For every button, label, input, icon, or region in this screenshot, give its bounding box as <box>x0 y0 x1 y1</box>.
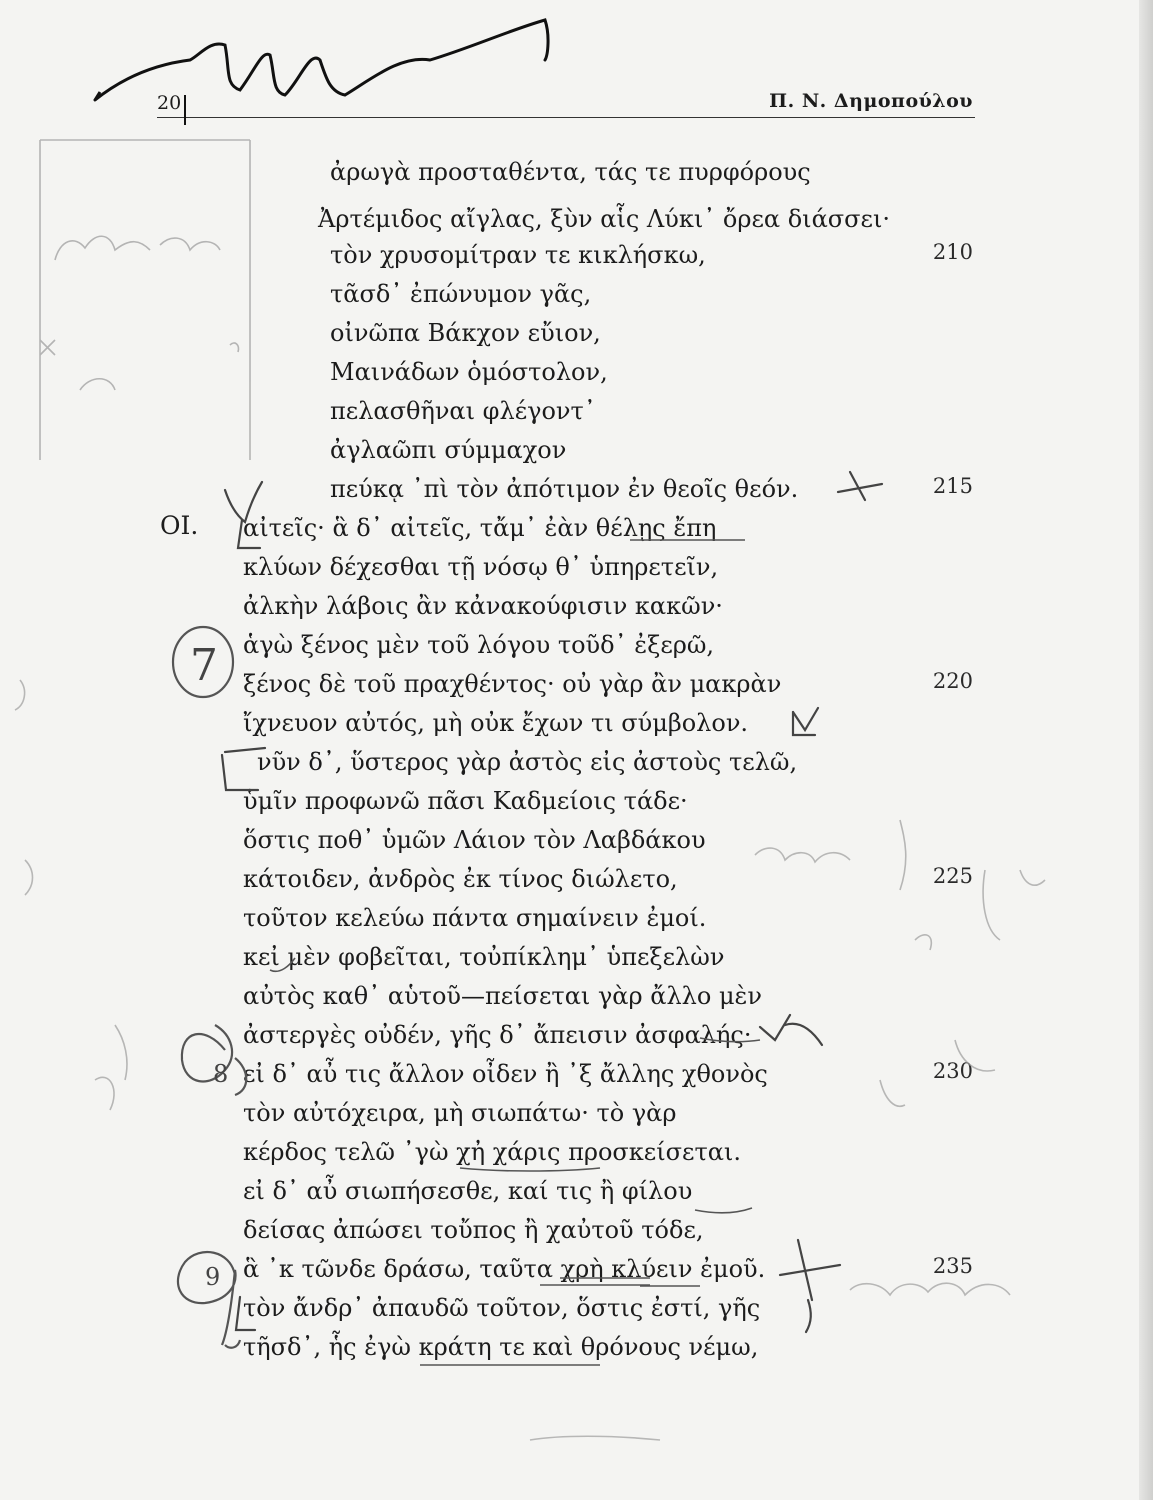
verse-line: ἃ ᾽κ τῶνδε δράσω, ταῦτα χρὴ κλύειν ἐμοῦ. <box>243 1255 766 1283</box>
line-number: 220 <box>932 669 973 693</box>
verse-line: Μαινάδων ὁμόστολον, <box>330 358 608 386</box>
verse-line: ὅστις ποθ᾽ ὑμῶν Λάιον τὸν Λαβδάκου <box>243 826 706 854</box>
verse-line: τὸν ἄνδρ᾽ ἀπαυδῶ τοῦτον, ὅστις ἐστί, γῆς <box>243 1294 761 1322</box>
margin-mark-7: 7 <box>190 640 218 691</box>
verse-line: ὑμῖν προφωνῶ πᾶσι Καδμείοις τάδε· <box>243 787 688 815</box>
verse-line: δείσας ἀπώσει τοὔπος ἢ χαὐτοῦ τόδε, <box>243 1216 704 1244</box>
verse-line: ἀγλαῶπι σύμμαχον <box>330 436 567 464</box>
verse-line: κέρδος τελῶ ᾽γὼ χἠ χάρις προσκείσεται. <box>243 1138 741 1166</box>
verse-line: εἰ δ᾽ αὖ τις ἄλλον οἶδεν ἢ ᾽ξ ἄλλης χθονὸς <box>243 1060 768 1088</box>
verse-line: κάτοιδεν, ἀνδρὸς ἐκ τίνος διώλετο, <box>243 865 678 893</box>
line-number: 235 <box>932 1254 973 1278</box>
line-number: 230 <box>932 1059 973 1083</box>
verse-line: οἰνῶπα Βάκχον εὔιον, <box>330 319 601 347</box>
circled-number-7 <box>173 627 233 697</box>
verse-line: αὐτὸς καθ᾽ αὑτοῦ—πείσεται γὰρ ἄλλο μὲν <box>243 982 763 1010</box>
verse-line: ἀρωγὰ προσταθέντα, τάς τε πυρφόρους <box>330 158 811 186</box>
verse-line: ἁγὼ ξένος μὲν τοῦ λόγου τοῦδ᾽ ἐξερῶ, <box>243 631 715 659</box>
verse-line: τὸν αὐτόχειρα, μὴ σιωπάτω· τὸ γὰρ <box>243 1099 677 1127</box>
margin-mark-8: 8 <box>213 1060 229 1088</box>
line-number: 210 <box>932 240 973 264</box>
verse-line: τᾶσδ᾽ ἐπώνυμον γᾶς, <box>330 280 592 308</box>
verse-line: ἴχνευον αὐτός, μὴ οὐκ ἔχων τι σύμβολον. <box>243 709 749 737</box>
pencil-number-8 <box>182 1025 232 1081</box>
verse-line: ξένος δὲ τοῦ πραχθέντος· οὐ γὰρ ἂν μακρὰν <box>243 670 782 698</box>
ink-signature <box>95 20 548 100</box>
verse-line: κεἰ μὲν φοβεῖται, τοὐπίκλημ᾽ ὑπεξελὼν <box>243 943 725 971</box>
verse-line: πελασθῆναι φλέγοντ᾽ <box>330 397 596 425</box>
line-number: 225 <box>932 864 973 888</box>
verse-line: τοῦτον κελεύω πάντα σημαίνειν ἐμοί. <box>243 904 707 932</box>
verse-line: ἀστεργὲς οὐδέν, γῆς δ᾽ ἄπεισιν ἀσφαλής· <box>243 1021 752 1049</box>
verse-line: τῆσδ᾽, ἧς ἐγὼ κράτη τε καὶ θρόνους νέμω, <box>243 1333 759 1361</box>
verse-line: πεύκᾳ ᾽πὶ τὸν ἀπότιμον ἐν θεοῖς θεόν. <box>330 475 799 503</box>
page-edge <box>1139 0 1153 1500</box>
header-rule <box>157 117 975 118</box>
page-number: 20 <box>157 92 182 114</box>
verse-line: τὸν χρυσομίτραν τε κικλήσκω, <box>330 241 706 269</box>
verse-line: κλύων δέχεσθαι τῇ νόσῳ θ᾽ ὑπηρετεῖν, <box>243 553 719 581</box>
verse-line: αἰτεῖς· ἃ δ᾽ αἰτεῖς, τἄμ᾽ ἐὰν θέλῃς ἔπη <box>243 514 717 542</box>
pencil-number-9 <box>178 1252 236 1345</box>
verse-line: νῦν δ᾽, ὕστερος γὰρ ἀστὸς εἰς ἀστοὺς τελῶ, <box>257 748 798 776</box>
running-title: Π. Ν. Δημοπούλου <box>769 90 973 112</box>
verse-line: ἀλκὴν λάβοις ἂν κἀνακούφισιν κακῶν· <box>243 592 723 620</box>
margin-mark-9: 9 <box>205 1263 221 1291</box>
verse-line: Ἀρτέμιδος αἴγλας, ξὺν αἷς Λύκι᾽ ὄρεα διάσσει· <box>318 205 891 233</box>
verse-line: εἰ δ᾽ αὖ σιωπήσεσθε, καί τις ἢ φίλου <box>243 1177 693 1205</box>
line-number: 215 <box>932 474 973 498</box>
speaker-label: ΟΙ. <box>160 511 199 540</box>
